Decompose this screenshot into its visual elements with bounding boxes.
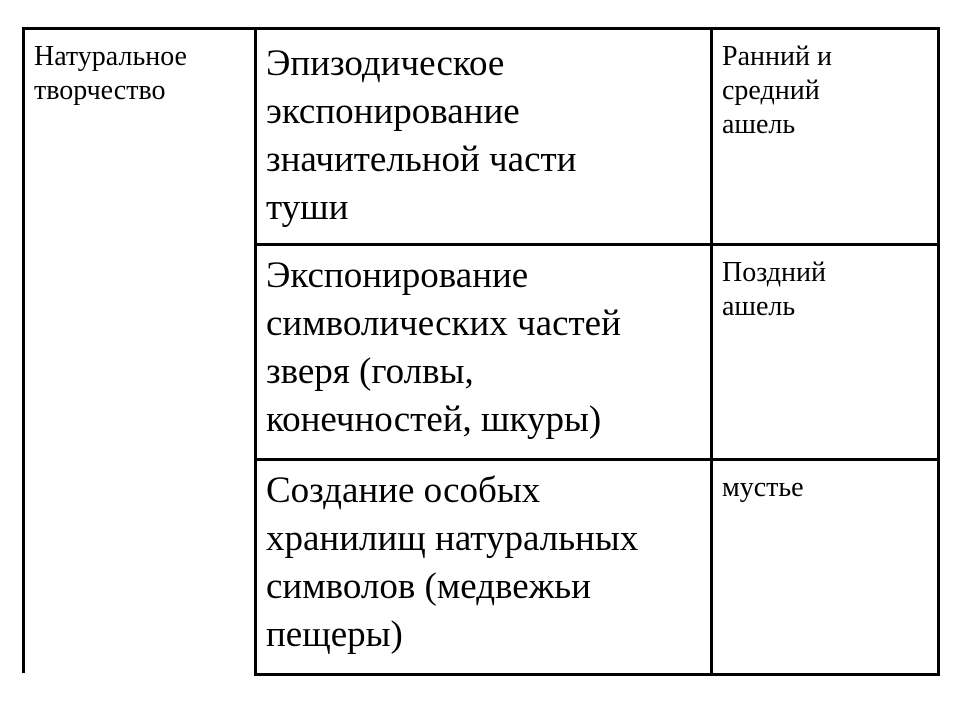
table-left-border [22,27,25,673]
period-cell: мустье [722,472,804,503]
table-right-border [937,27,940,676]
category-cell: Натуральное творчество [34,41,187,106]
table-top-border [22,27,940,30]
table-row-divider-1 [254,243,940,246]
description-cell: Эпизодическое экспонирование значительной части туши [266,43,577,228]
table-bottom-border [254,673,940,676]
period-cell: Поздний ашель [722,257,826,322]
description-cell: Экспонирование символических частей зверя (голвы, конечностей, шкуры) [266,255,621,440]
table-row-divider-2 [254,458,940,461]
table-column-divider-2 [710,27,713,676]
table-column-divider-1 [254,27,257,676]
description-cell: Создание особых хранилищ натуральных символов (медвежьи пещеры) [266,470,639,655]
period-cell: Ранний и средний ашель [722,41,832,140]
